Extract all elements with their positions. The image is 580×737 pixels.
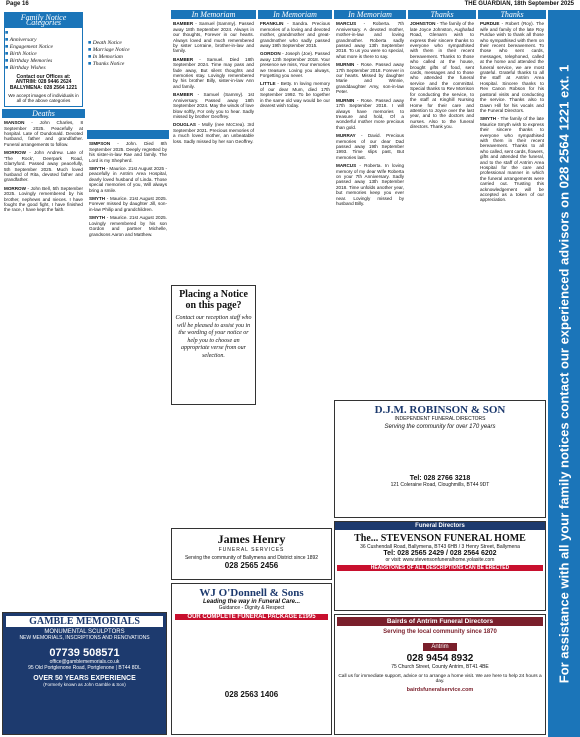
column-6 [408, 10, 476, 410]
memoriam-notice: MURRAY - David. Precious memories of our dear Dad passed away 19th September 1993. Time slips past, But memories last. [336, 133, 404, 160]
memoriam-notice: LITTLE - Betty. In loving memory of our dear Mum, died 17th September 1992. To be together in the same old way would be our dearest wish today. [260, 81, 330, 109]
in-memoriam-band-2: In Memoriam [258, 10, 332, 19]
death-notice: SIMPSON - John. Died 8th September 2025. Deeply regretted by his sister-in-law Rae and family. The Lord is my Shepherd. [89, 141, 168, 163]
thanks-notice: JOHNSTON - The family of the late Joyce Johnston, Aughafad Road, Glenarm wish to express their sincere thanks to everyone who sympathised with them in their recent bereavement. Thanks to those who called at the house, brought gifts of food, sent cards, messages and to those who attended the funeral service and the committal. Special thanks to Rev Morrison for conducting the service, to the staff at Kinghill Nursing Home for their care and attention to Joyce over the last year, and to the doctors and nurses. Also to the funeral directors. Thank you. [410, 21, 475, 130]
gamble-tel: 07739 508571 [49, 647, 120, 659]
jh-name: James Henry [217, 532, 286, 546]
odonnell-tel: 028 2563 1406 [224, 690, 279, 699]
stevenson-tel: Tel: 028 2565 2429 / 028 2564 6202 [383, 550, 497, 557]
category-lists [5, 30, 82, 72]
bairds-ad [334, 614, 546, 735]
james-henry-ad [171, 528, 332, 580]
category-list-right [88, 40, 168, 68]
deaths-band-2 [87, 130, 169, 139]
family-notice-box [4, 12, 83, 107]
death-notice: SMYTH - Maurice. 21st August 2025. Lovingly remembered by his son Gordon and partner Michelle, grandsons Aaron and Matthew. [89, 215, 167, 237]
category-item: ■ Death Notice [88, 40, 168, 47]
death-notice: MORROW - John Bell, 5th September 2025. Lovingly remembered by his brother, nephews and nieces. I have fought the good fight, I have finished the race, I have kept the faith. [4, 185, 84, 213]
bairds-call: Call us for immediate support, advice or to arrange a home visit. We are here to help 24 hours a day. [338, 674, 542, 684]
jh-sub: FUNERAL SERVICES [218, 547, 285, 553]
stevenson-addr: 36 Cushendall Road, Ballymena, BT43 6HB / 3 Henry Street, Ballymena [360, 544, 520, 550]
djm-robinson-ad [334, 400, 546, 518]
odonnell-sub2: Guidance - Dignity & Respect [218, 605, 285, 611]
death-notice: SMYTH - Maurice. 21st August 2025 - peacefully in Antrim Area Hospital, dearly loved husband of Linda. Those special memories of you, Will always bring a smile. [89, 166, 167, 193]
gamble-title: GAMBLE MEMORIALS [6, 616, 163, 627]
category-item: ■ Birth Notice [5, 51, 82, 58]
deaths-band: Deaths [2, 109, 85, 118]
column-5 [334, 10, 406, 410]
jh-tel: 028 2565 2456 [224, 561, 279, 570]
memoriam-notice: MARCUS - Roberta. 7th Anniversary. A devoted mother, mother-in-law and loving grandmother. Roberta sadly passed away 13th September 2018. To us you were so special, what more is there to say. [336, 21, 404, 59]
djm-line: Serving the community for over 170 years [384, 424, 496, 430]
page-header [0, 0, 580, 9]
bairds-line: Serving the local community since 1870 [383, 629, 497, 635]
category-item: ■ Birthday Wishes [5, 65, 82, 72]
thanks-notice: PURDUE - Robert (Roy). The wife and family of the late Roy Purdue wish to thank all those who sympathised with them on their recent bereavement. To those who sent cards, messages, telephoned, called at the home and attended the funeral service, we are most grateful. Grateful thanks to all the staff at Antrim Area Hospital. Sincere thanks to Rev Canon Robson for his pastoral visits and conducting the service. Thanks also to Dawn Hill for his vocals and the Funeral Directors. [480, 21, 544, 113]
odonnell-ad [171, 583, 332, 735]
djm-sub: INDEPENDENT FUNERAL DIRECTORS [394, 416, 486, 422]
memoriam-notice: MURNIN - Rose. Passed away 17th September 2018. Forever in our hearts. Missed by daughter Marie and Winnie, granddaughter Amy, son-in-law Peter. [336, 62, 404, 95]
paper-date: THE GUARDIAN, 18th September 2025 [464, 1, 574, 7]
column-2 [87, 130, 169, 655]
stevenson-title: The... STEVENSON FUNERAL HOME [354, 533, 526, 544]
category-item: ■ Thanks Notice [88, 61, 168, 68]
odonnell-package: OUR COMPLETE FUNERAL PACKAGE £1995 [175, 614, 328, 620]
placing-body: Contact our reception staff who will be pleased to assist you in the wording of your notice or help you to choose an appropriate verse from our selection. [175, 315, 252, 359]
placing-title: Placing a Notice on this page? [179, 289, 248, 311]
gamble-sub: MONUMENTAL SCULPTORS [44, 629, 125, 635]
stevenson-note: HEADSTONES OF ALL DESCRIPTIONS CAN BE ERECTED [337, 565, 543, 571]
category-item: ■ Birthday Memories [5, 58, 82, 65]
category-list-left [5, 30, 82, 72]
thanks-notice: SMYTH - The family of the late Maurice Smyth wish to express their sincere thanks to everyone who sympathised with them in their recent bereavement. Thanks to all who called, sent cards, flowers, gifts and attended the funeral, and to the staff of Antrim Area Hospital for the care and professional manner in which the funeral arrangements were carried out. Trusting this acknowledgement will be accepted as a token of our appreciation. [480, 116, 544, 203]
bairds-tel: 028 9454 8932 [406, 653, 474, 664]
memoriam-notice: MURNIN - Rose. Passed away 17th September 2018. I will always have memories to treasure and hold, Of a wonderful mother more precious than gold. [336, 97, 404, 130]
bairds-town: Antrim [423, 643, 456, 651]
vertical-advisor-banner [548, 10, 580, 737]
memoriam-notice: BAMBER - Samuel (Sammy). Passed away 18th September 2024. Always in our thoughts, Forever in our hearts. Always loved and much remembered by sister Lorraine, brother-in-law and family. [173, 21, 254, 54]
gamble-addr: 95 Old Portglenone Road, Portglenone | BT44 8DL [28, 665, 141, 671]
category-item: ■ ■ Anniversary [5, 37, 82, 44]
djm-addr: 121 Coleraine Road, Cloughmills, BT44 9DT [390, 482, 490, 488]
death-notice: MORROW - John Andrew. Late of 'The Rock', Deerpark Road, Glarryford. Passed away peacefully, 5th September 2025. Much loved husband of Rita, devoted father and grandfather. [4, 150, 83, 183]
odonnell-sub: Leading the way in Funeral Care... [202, 599, 301, 605]
family-notice-title: Family Notice Categories [5, 13, 82, 28]
gamble-memorials-ad [2, 612, 167, 735]
memoriam-notice: BAMBER - Samuel (Sammy). 1st Anniversary. Passed away 18th September 2024. May the winds of love blow softly, For only you to hear. Sadly missed by brother Geoffrey. [173, 92, 254, 119]
column-4 [258, 10, 332, 535]
category-item: ■ Marriage Notice [88, 47, 168, 54]
memoriam-notice: BAMBER - Samuel. Died 18th September 2024. Time may pass and fade away, But silent thoughts and memories stay. Lovingly remembered by his brother Billy, sister-in-law Ann and family. [173, 56, 254, 89]
gamble-email: office@gamblememorials.co.uk [49, 659, 120, 665]
stevenson-web: or visit: www.stevensonfuneralhome.yolasite.com [385, 557, 495, 563]
death-notice: SMYTH - Maurice. 21st August 2025. Forever missed by daughter Jill, son-in-law Philip and grandchildren. [89, 196, 167, 212]
bairds-web: bairdsfuneralservice.com [406, 687, 474, 693]
contact-title: Contact our Offices at: [16, 73, 71, 80]
thanks-band-1: Thanks [408, 10, 476, 19]
page-number: Page 16 [6, 1, 29, 7]
vertical-advisor-text: For assistance with all your family notices contact our experienced advisors on 028 2564 1221 ext. 1 [556, 64, 572, 683]
jh-line: Serving the community of Ballymena and District since 1892 [184, 555, 319, 561]
memoriam-notice: MARCUS - Roberta. In loving memory of my dear Wife Roberta on your 7th Anniversary. Sadly passed away 13th September 2018. Time unfolds another year, but memories keep you ever near. Lovingly missed by husband Billy. [336, 163, 405, 206]
djm-name: D.J.M. ROBINSON & SON [374, 404, 506, 416]
gamble-years: OVER 50 YEARS EXPERIENCE [33, 675, 136, 682]
djm-tel: Tel: 028 2766 3218 [409, 475, 471, 482]
death-notice: MANSON - John Charles, 8 September 2025. Peacefully at hospital. Late of Dundonald. Devoted husband, father and grandfather. Funeral arrangements to follow. [4, 120, 83, 147]
thanks-band-2: Thanks [478, 10, 546, 19]
gamble-formerly: (Formerly known as John Gamble & Son) [43, 682, 126, 687]
bairds-title: Bairds of Antrim Funeral Directors [337, 617, 543, 626]
memoriam-notice: GORDON - Joseph (Joe). Passed away 12th September 2018. Your presence we miss, Your memories we treasure. Loving you always, Forgetting you never. [260, 51, 330, 79]
accept-images-note: We accept images of individuals in all of the above categories [8, 93, 79, 104]
in-memoriam-band-3: In Memoriam [334, 10, 406, 19]
column-1 [2, 10, 85, 535]
memoriam-notice: DOUGLAS - Molly (nee McCrea). 3rd September 2021. Precious memories of a much loved mother, an unbeatable loss. Sadly missed by her son Geoffrey. [173, 122, 254, 144]
gamble-sub2: NEW MEMORIALS, INSCRIPTIONS AND RENOVATIONS [19, 635, 150, 641]
category-item: ■ Engagement Notice [5, 44, 82, 51]
in-memoriam-band-1: In Memoriam [171, 10, 256, 19]
category-item: ■ In Memoriam [88, 54, 168, 61]
contact-ballymena: BALLYMENA: 028 2564 1221 [9, 84, 78, 91]
placing-notice-ad [171, 285, 256, 405]
contact-antrim: ANTRIM: 028 9446 2624 [15, 79, 72, 86]
stevenson-ad [334, 521, 546, 611]
memoriam-notice: FRANKLIN - Sandra. Precious memories of a loving and devoted mother, grandmother and great-grandmother who sadly passed away 19th September 2015. [260, 21, 331, 49]
bairds-addr: 75 Church Street, County Antrim, BT41 4BE [391, 664, 489, 670]
stevenson-band: Funeral Directors [335, 522, 545, 530]
odonnell-title: WJ O'Donnell & Sons [199, 587, 304, 599]
column-3 [171, 10, 256, 535]
